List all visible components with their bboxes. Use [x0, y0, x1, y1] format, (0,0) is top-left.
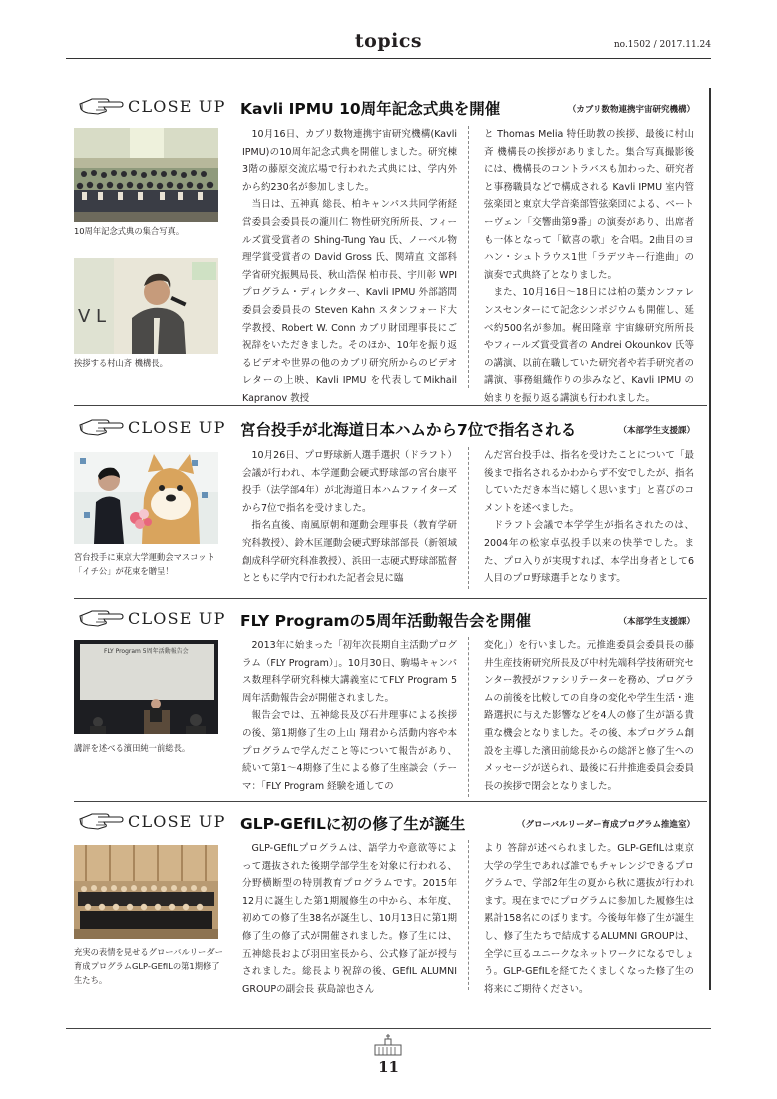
photo-caption: 10周年記念式典の集合写真。 [74, 226, 185, 236]
pointing-hand-icon [78, 607, 124, 629]
issue-number: no.1502 / 2017.11.24 [613, 40, 711, 50]
article-column-right [484, 447, 694, 588]
article-paragraph: 当日は、五神真 総長、柏キャンパス共同学術経営委員会委員長の瀧川仁 物性研究所所長、フィールズ賞受賞者の Shing-Tung Yau 氏、ノーベル物理学賞受賞者の David Gross 氏、関靖直 文部科学省研究振興局長、秋山浩保 柏市長、宇川彰 WPI プログラム・ディレクター、Kavli IPMU 外部諮問委員会委員長の Steven Kahn スタンフォード大学教授、Robert W. Conn カブリ財団理事長にご祝辞をいただきました。そのほか、10年を振り返るビデオや世界の他のカブリ研究所からのビデオレターの上映、Kavli IPMU を代表してMikhail Kapranov 教授 [242, 199, 457, 404]
svg-text:V L: V L [78, 306, 107, 327]
closeup-text: CLOSE UP [128, 811, 226, 831]
article-paragraph: 2013年に始まった「初年次長期自主活動プログラム（FLY Program）」。10月30日、駒場キャンパス数理科学研究科棟大講義室にてFLY Program 5周年活動報告会が開催されました。 [242, 640, 457, 704]
page-number: 11 [378, 1058, 399, 1076]
article-paragraph: 変化」）を行いました。元推進委員会委員長の藤井生産技術研究所長及び中村先端科学技術研究センター教授がファシリテーターを務め、プログラムの前後を比較しての自身の変化や学生生活・進路選択に与えた影響などを4人の修了生が語る貴重な機会となりました。その後、本プログラム創設を主導した濱田前総長からの総評と修了生へのメッセージが送られ、最後に石井推進委員会委員長の挨拶で閉会となりました。 [484, 640, 694, 792]
mascot-photo-image [74, 452, 218, 544]
section-title: 宮台投手が北海道日本ハムから7位で指名される [240, 421, 577, 439]
article-paragraph: んだ宮台投手は、指名を受けたことについて「最後まで指名されるかわからず不安でしたが、指名していただき本当に嬉しく思います」と喜びのコメントを述べました。 [484, 450, 694, 514]
section-department: （カブリ数物連携宇宙研究機構） [567, 105, 695, 115]
article-column-left [242, 126, 457, 408]
pointing-hand-icon [78, 416, 124, 438]
column-divider [468, 637, 469, 797]
section-divider [74, 801, 707, 802]
page-header-title: topics [354, 30, 423, 52]
section-divider [74, 405, 707, 406]
closeup-text: CLOSE UP [128, 417, 226, 437]
article-column-left [242, 447, 457, 588]
pointing-hand-icon [78, 95, 124, 117]
column-divider [468, 126, 469, 388]
university-building-icon [373, 1033, 403, 1057]
section-department: （本部学生支援課） [618, 617, 695, 627]
section-title: FLY Programの5周年活動報告会を開催 [240, 612, 531, 630]
graduates-photo-image [74, 845, 218, 939]
column-divider [468, 447, 469, 589]
article-column-right [484, 637, 694, 795]
speaker-photo-image [74, 258, 218, 354]
section-title: Kavli IPMU 10周年記念式典を開催 [240, 100, 501, 118]
group-photo-image [74, 128, 218, 222]
section-title: GLP-GEfILに初の修了生が誕生 [240, 815, 466, 833]
section-divider [74, 598, 707, 599]
article-paragraph: 10月16日、カブリ数物連携宇宙研究機構(Kavli IPMU)の10周年記念式典を開催しました。研究棟3階の藤原交流広場で行われた式典には、学内外から約230名が参加しました。 [242, 129, 457, 193]
closeup-text: CLOSE UP [128, 96, 226, 116]
article-paragraph: 指名直後、南風原朝和運動会理事長（教育学研究科教授）、鈴木匡運動会硬式野球部部長（新領域創成科学研究科准教授）、浜田一志硬式野球部監督とともに学内で行われた記者会見に臨 [242, 520, 457, 585]
right-margin-bar [709, 88, 711, 990]
pointing-hand-icon [78, 810, 124, 832]
photo-caption: 充実の表情を見せるグローバルリーダー育成プログラムGLP-GEfILの第1期修了生たち。 [74, 947, 223, 985]
closeup-label [78, 95, 226, 117]
closeup-label [78, 416, 226, 438]
header-rule [66, 58, 711, 59]
closeup-label [78, 810, 226, 832]
article-column-left [242, 637, 457, 795]
photo-caption: 講評を述べる濱田純一前総長。 [74, 743, 191, 753]
article-column-right [484, 840, 694, 998]
article-paragraph: ドラフト会議で本学学生が指名されたのは、2004年の松家卓弘投手以来の快挙でした。また、プロ入りが実現すれば、本学出身者として6人目のプロ野球選手となります。 [484, 520, 694, 585]
projector-screen-text: FLY Program 5周年活動報告会 [104, 648, 189, 655]
photo-caption: 宮台投手に東京大学運動会マスコット「イチ公」が花束を贈呈！ [74, 552, 215, 576]
article-paragraph: 報告会では、五神総長及び石井理事による挨拶の後、第1期修了生の上山 翔君から活動内容や本プログラムで学んだこと等について報告があり、続いて第1〜4期修了生による修了生座談会（テーマ：「FLY Program 経験を通しての [242, 710, 457, 792]
lecture-hall-photo-image [74, 640, 218, 734]
article-paragraph: より 答辞が述べられました。GLP-GEfILは東京大学の学生であれば誰でもチャレンジできるプログラムで、学部2年生の夏から秋に選抜が行われます。現在までにプログラムに参加した履修生は累計158名にのぼります。今後毎年修了生が誕生し、修了生たちで結成するALUMNI GROUPは、全学に亘るユニークなネットワークになるでしょう。GLP-GEfILを経てたくましくなった修了生の将来にご期待ください。 [484, 843, 694, 995]
footer-rule [66, 1028, 711, 1029]
closeup-label [78, 607, 226, 629]
closeup-text: CLOSE UP [128, 608, 226, 628]
article-paragraph: 10月26日、プロ野球新人選手選択（ドラフト）会議が行われ、本学運動会硬式野球部の宮台康平投手（法学部4年）が北海道日本ハムファイターズから7位で指名を受けました。 [242, 450, 457, 514]
article-column-right [484, 126, 694, 408]
section-department: （グローバルリーダー育成プログラム推進室） [517, 820, 695, 830]
photo-caption: 挨拶する村山斉 機構長。 [74, 358, 168, 368]
section-department: （本部学生支援課） [618, 426, 695, 436]
article-column-left [242, 840, 457, 998]
article-paragraph: また、10月16日〜18日には柏の葉カンファレンスセンターにて記念シンポジウムも開催し、延べ約500名が参加。梶田隆章 宇宙線研究所所長やフィールズ賞受賞者の Andrei Okounkov 氏等の講演、以前在職していた研究者や若手研究者の講演、事務組織作りの歩みなど、Kavli IPMU の始まりを振り返る講演も行われました。 [484, 287, 694, 404]
article-paragraph: と Thomas Melia 特任助教の挨拶、最後に村山斉 機構長の挨拶がありました。集合写真撮影後には、機構長のコントラバスも加わった、研究者と事務職員などで構成される Kavli IPMU 室内管弦楽団と東京大学音楽部管弦楽団による、ベートーヴェン「交響曲第9番」の演奏があり、出席者も一体となって「歓喜の歌」を合唱。2曲目のヨハン・シュトラウス1世「ラデツキー行進曲」の演奏で式典終了となりました。 [484, 129, 694, 281]
article-paragraph: GLP-GEfILプログラムは、語学力や意欲等によって選抜された後期学部学生を対象に行われる、分野横断型の特別教育プログラムです。2015年12月に誕生した第1期履修生の中から、本年度、初めての修了生38名が誕生し、10月13日に第1期修了生の修了式が開催されました。修了生には、五神総長および羽田室長から、公式修了証が授与されました。総長より祝辞の後、GEfIL ALUMNI GROUPの副会長 荻島諒也さん [242, 843, 457, 995]
column-divider [468, 840, 469, 990]
